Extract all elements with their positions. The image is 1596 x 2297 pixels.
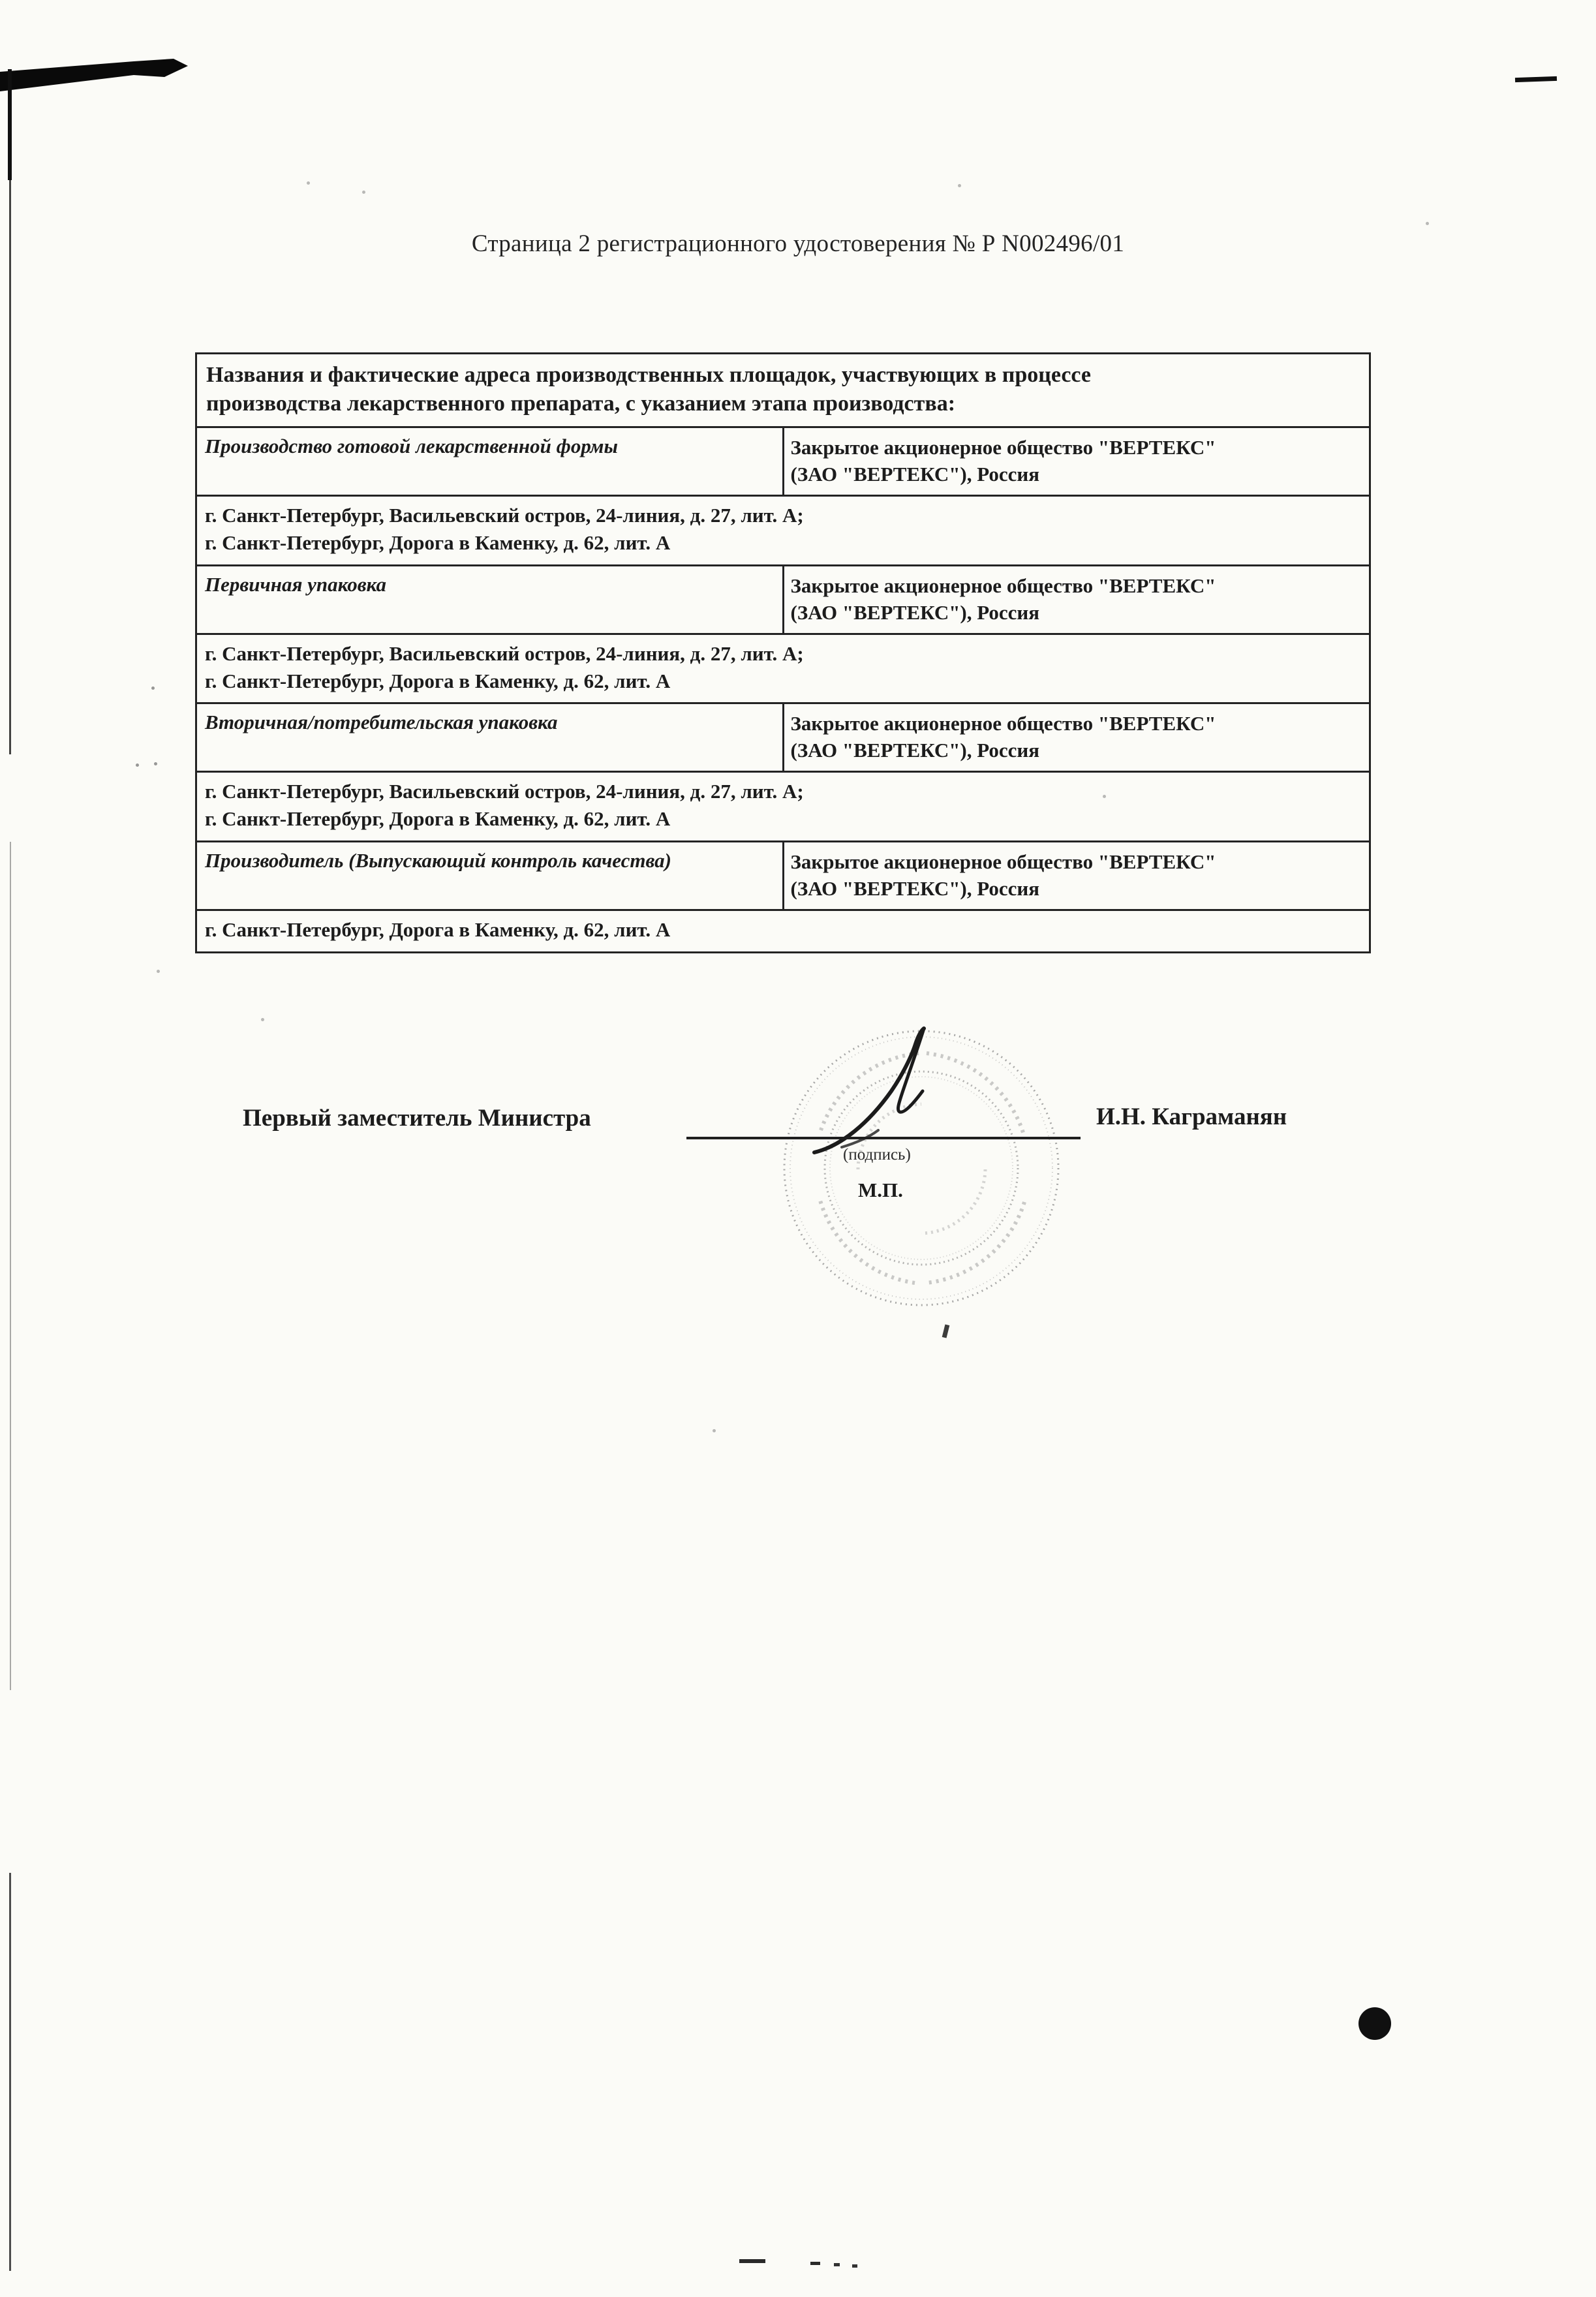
table-row-address: [196, 772, 1370, 842]
seal-place-label: М.П.: [858, 1179, 903, 1201]
table-row-stage: [196, 565, 1370, 634]
signatory-title: Первый заместитель Министра: [243, 1105, 591, 1132]
scan-speck: [1426, 222, 1429, 225]
stage-cell: Производство готовой лекарственной формы: [196, 427, 784, 496]
round-seal-and-signature: [744, 1013, 1109, 1346]
address-cell: [196, 496, 1370, 566]
scan-speck: [157, 970, 160, 973]
scan-artifact-left-line: [9, 1873, 11, 2271]
signatory-name: И.Н. Каграманян: [1096, 1103, 1287, 1130]
company-cell: [783, 841, 1370, 910]
signature-caption: (подпись): [843, 1146, 911, 1164]
scan-speck: [713, 1429, 716, 1432]
address-line: г. Санкт-Петербург, Дорога в Каменку, д. 62, лит. А: [205, 531, 671, 555]
address-cell: [196, 910, 1370, 952]
seal-icon: [784, 1031, 1058, 1305]
address-line: г. Санкт-Петербург, Дорога в Каменку, д. 62, лит. А: [205, 807, 671, 831]
scan-speck: [261, 1018, 264, 1021]
address-line: г. Санкт-Петербург, Васильевский остров, 24-линия, д. 27, лит. А;: [205, 641, 804, 665]
company-line: Закрытое акционерное общество "ВЕРТЕКС": [790, 850, 1216, 873]
stage-cell: Первичная упаковка: [196, 565, 784, 634]
table-header-row: [196, 354, 1370, 427]
company-line: Закрытое акционерное общество "ВЕРТЕКС": [790, 712, 1216, 735]
company-line: (ЗАО "ВЕРТЕКС"), Россия: [790, 463, 1040, 486]
table-row-address: [196, 910, 1370, 952]
company-line: (ЗАО "ВЕРТЕКС"), Россия: [790, 600, 1040, 624]
scan-artifact-black-dot: [1358, 2007, 1391, 2040]
table-row-address: [196, 634, 1370, 703]
scan-speck: [362, 191, 365, 194]
company-cell: [783, 703, 1370, 772]
table-row-stage: [196, 703, 1370, 772]
company-cell: [783, 427, 1370, 496]
table-row-stage: [196, 841, 1370, 910]
scan-artifact-bottom-dash: [834, 2263, 840, 2266]
address-line: г. Санкт-Петербург, Дорога в Каменку, д. 62, лит. А: [205, 669, 671, 692]
scan-artifact-top-right-dash: [1515, 76, 1557, 82]
stage-cell: Производитель (Выпускающий контроль качества): [196, 841, 784, 910]
scan-artifact-bottom-dash: [739, 2259, 765, 2263]
company-line: Закрытое акционерное общество "ВЕРТЕКС": [790, 574, 1216, 597]
address-cell: [196, 772, 1370, 842]
company-line: (ЗАО "ВЕРТЕКС"), Россия: [790, 876, 1040, 900]
scan-speck: [958, 184, 961, 187]
scan-artifact-left-line: [9, 180, 11, 754]
scan-artifact-left-line: [10, 842, 11, 1690]
scan-speck: [136, 763, 139, 767]
production-sites-table: [195, 352, 1371, 953]
table-row-address: [196, 496, 1370, 566]
page-title: Страница 2 регистрационного удостоверения № Р N002496/01: [471, 230, 1125, 257]
address-line: г. Санкт-Петербург, Васильевский остров, 24-линия, д. 27, лит. А;: [205, 780, 804, 803]
scan-speck: [307, 181, 310, 185]
address-line: г. Санкт-Петербург, Васильевский остров, 24-линия, д. 27, лит. А;: [205, 504, 804, 527]
scan-artifact-bottom-dash: [810, 2262, 820, 2265]
signature-line: [686, 1137, 1081, 1139]
scan-artifact-left-line: [8, 69, 12, 180]
company-cell: [783, 565, 1370, 634]
scan-speck: [151, 686, 155, 690]
scan-speck: [154, 762, 157, 765]
scan-artifact-top-left-blob: [0, 57, 196, 103]
company-line: Закрытое акционерное общество "ВЕРТЕКС": [790, 436, 1216, 459]
company-line: (ЗАО "ВЕРТЕКС"), Россия: [790, 739, 1040, 762]
address-line: г. Санкт-Петербург, Дорога в Каменку, д. 62, лит. А: [205, 917, 671, 941]
table-header-line: производства лекарственного препарата, с указанием этапа производства:: [206, 392, 956, 416]
scan-artifact-bottom-dash: [852, 2264, 857, 2268]
table-row-stage: [196, 427, 1370, 496]
table-header: [196, 354, 1370, 427]
stage-cell: Вторичная/потребительская упаковка: [196, 703, 784, 772]
address-cell: [196, 634, 1370, 703]
table-header-line: Названия и фактические адреса производственных площадок, участвующих в процессе: [206, 363, 1092, 387]
